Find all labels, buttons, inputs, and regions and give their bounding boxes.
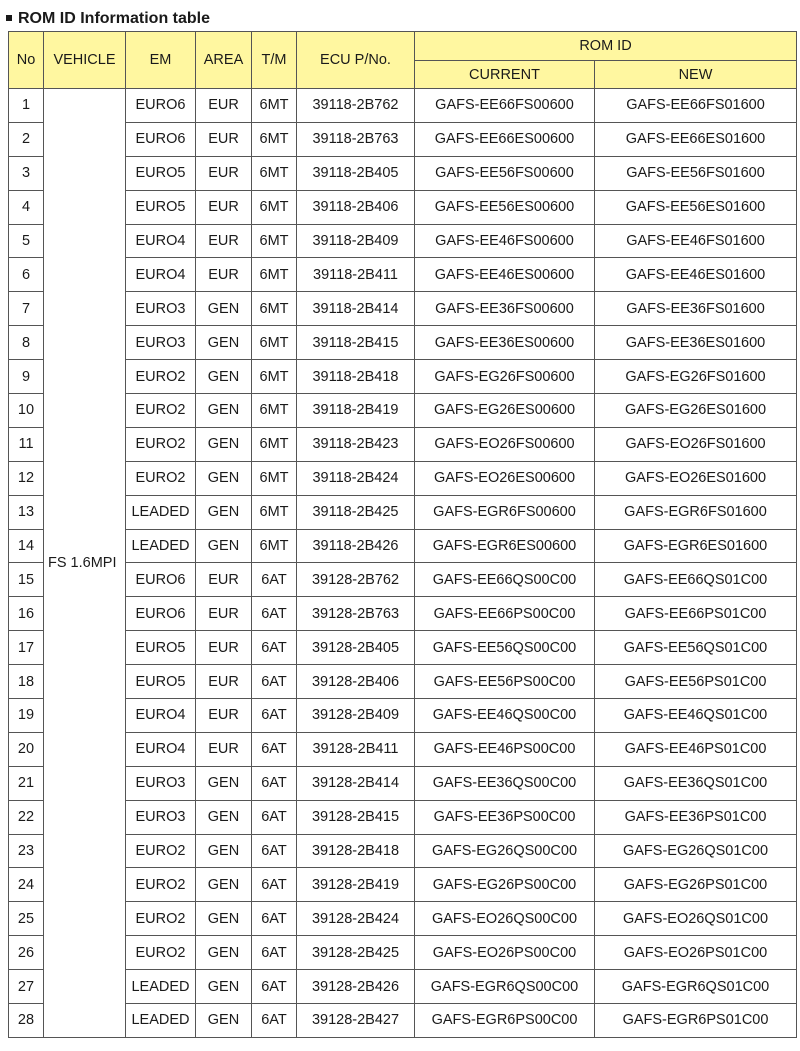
cell-new: GAFS-EE56PS01C00 xyxy=(595,665,797,699)
cell-ecu: 39118-2B762 xyxy=(297,89,415,123)
header-area: AREA xyxy=(196,32,252,89)
cell-current: GAFS-EE66ES00600 xyxy=(415,122,595,156)
cell-new: GAFS-EE66ES01600 xyxy=(595,122,797,156)
cell-area: GEN xyxy=(196,834,252,868)
table-row xyxy=(9,936,797,970)
cell-ecu: 39118-2B415 xyxy=(297,326,415,360)
table-row xyxy=(9,834,797,868)
cell-em: EURO3 xyxy=(126,800,196,834)
cell-no: 8 xyxy=(9,326,44,360)
cell-ecu: 39128-2B418 xyxy=(297,834,415,868)
cell-new: GAFS-EE36FS01600 xyxy=(595,292,797,326)
cell-tm: 6AT xyxy=(252,766,297,800)
cell-current: GAFS-EGR6QS00C00 xyxy=(415,970,595,1004)
cell-ecu: 39118-2B425 xyxy=(297,495,415,529)
header-vehicle: VEHICLE xyxy=(44,32,126,89)
cell-area: EUR xyxy=(196,190,252,224)
table-row xyxy=(9,563,797,597)
cell-ecu: 39128-2B419 xyxy=(297,868,415,902)
rom-id-table xyxy=(8,31,797,1038)
cell-em: LEADED xyxy=(126,1004,196,1038)
cell-ecu: 39118-2B763 xyxy=(297,122,415,156)
cell-tm: 6MT xyxy=(252,258,297,292)
table-row xyxy=(9,190,797,224)
cell-new: GAFS-EE36PS01C00 xyxy=(595,800,797,834)
cell-new: GAFS-EE46ES01600 xyxy=(595,258,797,292)
cell-area: GEN xyxy=(196,495,252,529)
cell-no: 22 xyxy=(9,800,44,834)
cell-new: GAFS-EE36ES01600 xyxy=(595,326,797,360)
cell-area: GEN xyxy=(196,326,252,360)
cell-ecu: 39118-2B409 xyxy=(297,224,415,258)
cell-no: 6 xyxy=(9,258,44,292)
cell-current: GAFS-EE46ES00600 xyxy=(415,258,595,292)
table-row xyxy=(9,732,797,766)
cell-tm: 6AT xyxy=(252,800,297,834)
table-row xyxy=(9,89,797,123)
square-bullet-icon xyxy=(6,15,12,21)
cell-no: 13 xyxy=(9,495,44,529)
header-em: EM xyxy=(126,32,196,89)
cell-tm: 6AT xyxy=(252,936,297,970)
cell-tm: 6MT xyxy=(252,326,297,360)
cell-new: GAFS-EO26FS01600 xyxy=(595,427,797,461)
cell-area: GEN xyxy=(196,1004,252,1038)
table-header xyxy=(9,32,797,89)
cell-current: GAFS-EG26PS00C00 xyxy=(415,868,595,902)
cell-tm: 6AT xyxy=(252,597,297,631)
cell-no: 23 xyxy=(9,834,44,868)
cell-tm: 6MT xyxy=(252,529,297,563)
cell-no: 2 xyxy=(9,122,44,156)
table-row xyxy=(9,766,797,800)
cell-em: EURO5 xyxy=(126,190,196,224)
cell-area: EUR xyxy=(196,563,252,597)
cell-no: 28 xyxy=(9,1004,44,1038)
cell-em: EURO2 xyxy=(126,868,196,902)
cell-new: GAFS-EG26PS01C00 xyxy=(595,868,797,902)
cell-area: GEN xyxy=(196,936,252,970)
header-ecu: ECU P/No. xyxy=(297,32,415,89)
cell-em: EURO6 xyxy=(126,89,196,123)
cell-area: GEN xyxy=(196,394,252,428)
cell-new: GAFS-EE46PS01C00 xyxy=(595,732,797,766)
cell-new: GAFS-EO26QS01C00 xyxy=(595,902,797,936)
cell-tm: 6AT xyxy=(252,732,297,766)
page-title xyxy=(6,9,210,29)
table-row xyxy=(9,156,797,190)
cell-area: GEN xyxy=(196,529,252,563)
cell-tm: 6AT xyxy=(252,834,297,868)
cell-area: EUR xyxy=(196,597,252,631)
cell-tm: 6AT xyxy=(252,563,297,597)
header-new: NEW xyxy=(595,61,797,89)
cell-no: 14 xyxy=(9,529,44,563)
cell-new: GAFS-EE66QS01C00 xyxy=(595,563,797,597)
cell-no: 9 xyxy=(9,360,44,394)
cell-ecu: 39128-2B424 xyxy=(297,902,415,936)
cell-current: GAFS-EO26ES00600 xyxy=(415,461,595,495)
table-row xyxy=(9,699,797,733)
table-row xyxy=(9,292,797,326)
table-row xyxy=(9,529,797,563)
table-row xyxy=(9,427,797,461)
cell-new: GAFS-EGR6QS01C00 xyxy=(595,970,797,1004)
cell-no: 18 xyxy=(9,665,44,699)
cell-new: GAFS-EE36QS01C00 xyxy=(595,766,797,800)
cell-area: EUR xyxy=(196,631,252,665)
cell-em: EURO2 xyxy=(126,461,196,495)
cell-no: 26 xyxy=(9,936,44,970)
cell-ecu: 39128-2B409 xyxy=(297,699,415,733)
table-row xyxy=(9,258,797,292)
cell-ecu: 39128-2B414 xyxy=(297,766,415,800)
header-row-1 xyxy=(9,32,797,61)
cell-ecu: 39118-2B419 xyxy=(297,394,415,428)
cell-current: GAFS-EE36QS00C00 xyxy=(415,766,595,800)
cell-ecu: 39128-2B405 xyxy=(297,631,415,665)
table-row xyxy=(9,360,797,394)
cell-tm: 6AT xyxy=(252,1004,297,1038)
table-row xyxy=(9,800,797,834)
cell-tm: 6AT xyxy=(252,970,297,1004)
cell-em: EURO3 xyxy=(126,766,196,800)
cell-current: GAFS-EG26ES00600 xyxy=(415,394,595,428)
cell-current: GAFS-EE56QS00C00 xyxy=(415,631,595,665)
cell-area: EUR xyxy=(196,258,252,292)
cell-area: EUR xyxy=(196,665,252,699)
cell-current: GAFS-EG26FS00600 xyxy=(415,360,595,394)
cell-area: GEN xyxy=(196,970,252,1004)
cell-tm: 6AT xyxy=(252,631,297,665)
cell-no: 11 xyxy=(9,427,44,461)
cell-current: GAFS-EE56ES00600 xyxy=(415,190,595,224)
cell-em: LEADED xyxy=(126,495,196,529)
cell-current: GAFS-EE36FS00600 xyxy=(415,292,595,326)
table-row xyxy=(9,461,797,495)
cell-current: GAFS-EGR6ES00600 xyxy=(415,529,595,563)
cell-vehicle: FS 1.6MPI xyxy=(44,89,126,1038)
cell-current: GAFS-EG26QS00C00 xyxy=(415,834,595,868)
table-row xyxy=(9,970,797,1004)
cell-em: EURO6 xyxy=(126,597,196,631)
cell-new: GAFS-EE66FS01600 xyxy=(595,89,797,123)
cell-new: GAFS-EO26ES01600 xyxy=(595,461,797,495)
cell-new: GAFS-EE56QS01C00 xyxy=(595,631,797,665)
cell-ecu: 39118-2B405 xyxy=(297,156,415,190)
cell-area: GEN xyxy=(196,427,252,461)
header-no: No xyxy=(9,32,44,89)
cell-current: GAFS-EE36PS00C00 xyxy=(415,800,595,834)
table-row xyxy=(9,631,797,665)
cell-no: 1 xyxy=(9,89,44,123)
cell-ecu: 39118-2B406 xyxy=(297,190,415,224)
table-row xyxy=(9,597,797,631)
table-row xyxy=(9,394,797,428)
cell-tm: 6MT xyxy=(252,360,297,394)
cell-area: GEN xyxy=(196,461,252,495)
cell-area: GEN xyxy=(196,902,252,936)
cell-em: EURO5 xyxy=(126,665,196,699)
cell-area: EUR xyxy=(196,732,252,766)
cell-current: GAFS-EE36ES00600 xyxy=(415,326,595,360)
cell-tm: 6MT xyxy=(252,292,297,326)
cell-current: GAFS-EE56PS00C00 xyxy=(415,665,595,699)
cell-new: GAFS-EE56ES01600 xyxy=(595,190,797,224)
cell-ecu: 39128-2B406 xyxy=(297,665,415,699)
cell-em: EURO5 xyxy=(126,631,196,665)
table-row xyxy=(9,902,797,936)
cell-em: EURO2 xyxy=(126,834,196,868)
cell-tm: 6MT xyxy=(252,461,297,495)
cell-current: GAFS-EE46FS00600 xyxy=(415,224,595,258)
cell-no: 12 xyxy=(9,461,44,495)
cell-current: GAFS-EO26PS00C00 xyxy=(415,936,595,970)
cell-current: GAFS-EGR6FS00600 xyxy=(415,495,595,529)
cell-area: EUR xyxy=(196,122,252,156)
cell-no: 5 xyxy=(9,224,44,258)
cell-ecu: 39128-2B415 xyxy=(297,800,415,834)
cell-current: GAFS-EE66QS00C00 xyxy=(415,563,595,597)
cell-no: 4 xyxy=(9,190,44,224)
cell-current: GAFS-EE66FS00600 xyxy=(415,89,595,123)
table-row xyxy=(9,326,797,360)
cell-tm: 6MT xyxy=(252,495,297,529)
cell-new: GAFS-EGR6ES01600 xyxy=(595,529,797,563)
cell-em: EURO2 xyxy=(126,427,196,461)
cell-em: EURO2 xyxy=(126,394,196,428)
cell-ecu: 39118-2B426 xyxy=(297,529,415,563)
cell-no: 25 xyxy=(9,902,44,936)
header-tm: T/M xyxy=(252,32,297,89)
cell-no: 27 xyxy=(9,970,44,1004)
table-row xyxy=(9,122,797,156)
cell-ecu: 39118-2B418 xyxy=(297,360,415,394)
cell-area: GEN xyxy=(196,800,252,834)
cell-current: GAFS-EE66PS00C00 xyxy=(415,597,595,631)
cell-em: LEADED xyxy=(126,529,196,563)
table-body xyxy=(9,89,797,1038)
cell-new: GAFS-EE46QS01C00 xyxy=(595,699,797,733)
cell-current: GAFS-EE56FS00600 xyxy=(415,156,595,190)
cell-tm: 6MT xyxy=(252,224,297,258)
cell-tm: 6MT xyxy=(252,427,297,461)
cell-em: EURO3 xyxy=(126,326,196,360)
cell-new: GAFS-EE46FS01600 xyxy=(595,224,797,258)
cell-ecu: 39128-2B763 xyxy=(297,597,415,631)
cell-ecu: 39128-2B425 xyxy=(297,936,415,970)
cell-tm: 6AT xyxy=(252,665,297,699)
table-row xyxy=(9,868,797,902)
table-row xyxy=(9,495,797,529)
cell-ecu: 39118-2B411 xyxy=(297,258,415,292)
page-title-text: ROM ID Information table xyxy=(18,10,210,27)
cell-tm: 6AT xyxy=(252,699,297,733)
cell-ecu: 39128-2B411 xyxy=(297,732,415,766)
table-row xyxy=(9,665,797,699)
cell-no: 20 xyxy=(9,732,44,766)
cell-new: GAFS-EG26QS01C00 xyxy=(595,834,797,868)
cell-ecu: 39118-2B423 xyxy=(297,427,415,461)
cell-tm: 6MT xyxy=(252,190,297,224)
cell-new: GAFS-EO26PS01C00 xyxy=(595,936,797,970)
cell-current: GAFS-EGR6PS00C00 xyxy=(415,1004,595,1038)
cell-em: EURO4 xyxy=(126,732,196,766)
cell-new: GAFS-EE66PS01C00 xyxy=(595,597,797,631)
cell-new: GAFS-EGR6PS01C00 xyxy=(595,1004,797,1038)
cell-ecu: 39128-2B426 xyxy=(297,970,415,1004)
cell-em: EURO2 xyxy=(126,360,196,394)
cell-current: GAFS-EE46PS00C00 xyxy=(415,732,595,766)
header-rom-id: ROM ID xyxy=(415,32,797,61)
cell-ecu: 39128-2B427 xyxy=(297,1004,415,1038)
cell-em: EURO2 xyxy=(126,936,196,970)
cell-ecu: 39118-2B414 xyxy=(297,292,415,326)
cell-tm: 6AT xyxy=(252,868,297,902)
cell-em: EURO4 xyxy=(126,258,196,292)
cell-area: EUR xyxy=(196,156,252,190)
table-row xyxy=(9,224,797,258)
cell-no: 17 xyxy=(9,631,44,665)
cell-em: EURO4 xyxy=(126,224,196,258)
cell-current: GAFS-EE46QS00C00 xyxy=(415,699,595,733)
cell-new: GAFS-EE56FS01600 xyxy=(595,156,797,190)
cell-area: EUR xyxy=(196,224,252,258)
cell-area: EUR xyxy=(196,89,252,123)
cell-no: 16 xyxy=(9,597,44,631)
cell-no: 21 xyxy=(9,766,44,800)
cell-ecu: 39118-2B424 xyxy=(297,461,415,495)
cell-area: GEN xyxy=(196,360,252,394)
cell-em: EURO6 xyxy=(126,122,196,156)
cell-tm: 6MT xyxy=(252,89,297,123)
cell-no: 7 xyxy=(9,292,44,326)
cell-ecu: 39128-2B762 xyxy=(297,563,415,597)
cell-area: GEN xyxy=(196,292,252,326)
cell-em: EURO4 xyxy=(126,699,196,733)
cell-current: GAFS-EO26QS00C00 xyxy=(415,902,595,936)
header-current: CURRENT xyxy=(415,61,595,89)
cell-tm: 6AT xyxy=(252,902,297,936)
cell-new: GAFS-EGR6FS01600 xyxy=(595,495,797,529)
table-row xyxy=(9,1004,797,1038)
cell-em: EURO2 xyxy=(126,902,196,936)
cell-em: EURO5 xyxy=(126,156,196,190)
cell-no: 10 xyxy=(9,394,44,428)
cell-new: GAFS-EG26ES01600 xyxy=(595,394,797,428)
cell-area: GEN xyxy=(196,766,252,800)
cell-no: 15 xyxy=(9,563,44,597)
cell-tm: 6MT xyxy=(252,394,297,428)
cell-tm: 6MT xyxy=(252,122,297,156)
cell-em: LEADED xyxy=(126,970,196,1004)
cell-em: EURO3 xyxy=(126,292,196,326)
cell-no: 19 xyxy=(9,699,44,733)
cell-current: GAFS-EO26FS00600 xyxy=(415,427,595,461)
cell-no: 3 xyxy=(9,156,44,190)
cell-no: 24 xyxy=(9,868,44,902)
cell-tm: 6MT xyxy=(252,156,297,190)
cell-area: EUR xyxy=(196,699,252,733)
cell-area: GEN xyxy=(196,868,252,902)
cell-new: GAFS-EG26FS01600 xyxy=(595,360,797,394)
cell-em: EURO6 xyxy=(126,563,196,597)
